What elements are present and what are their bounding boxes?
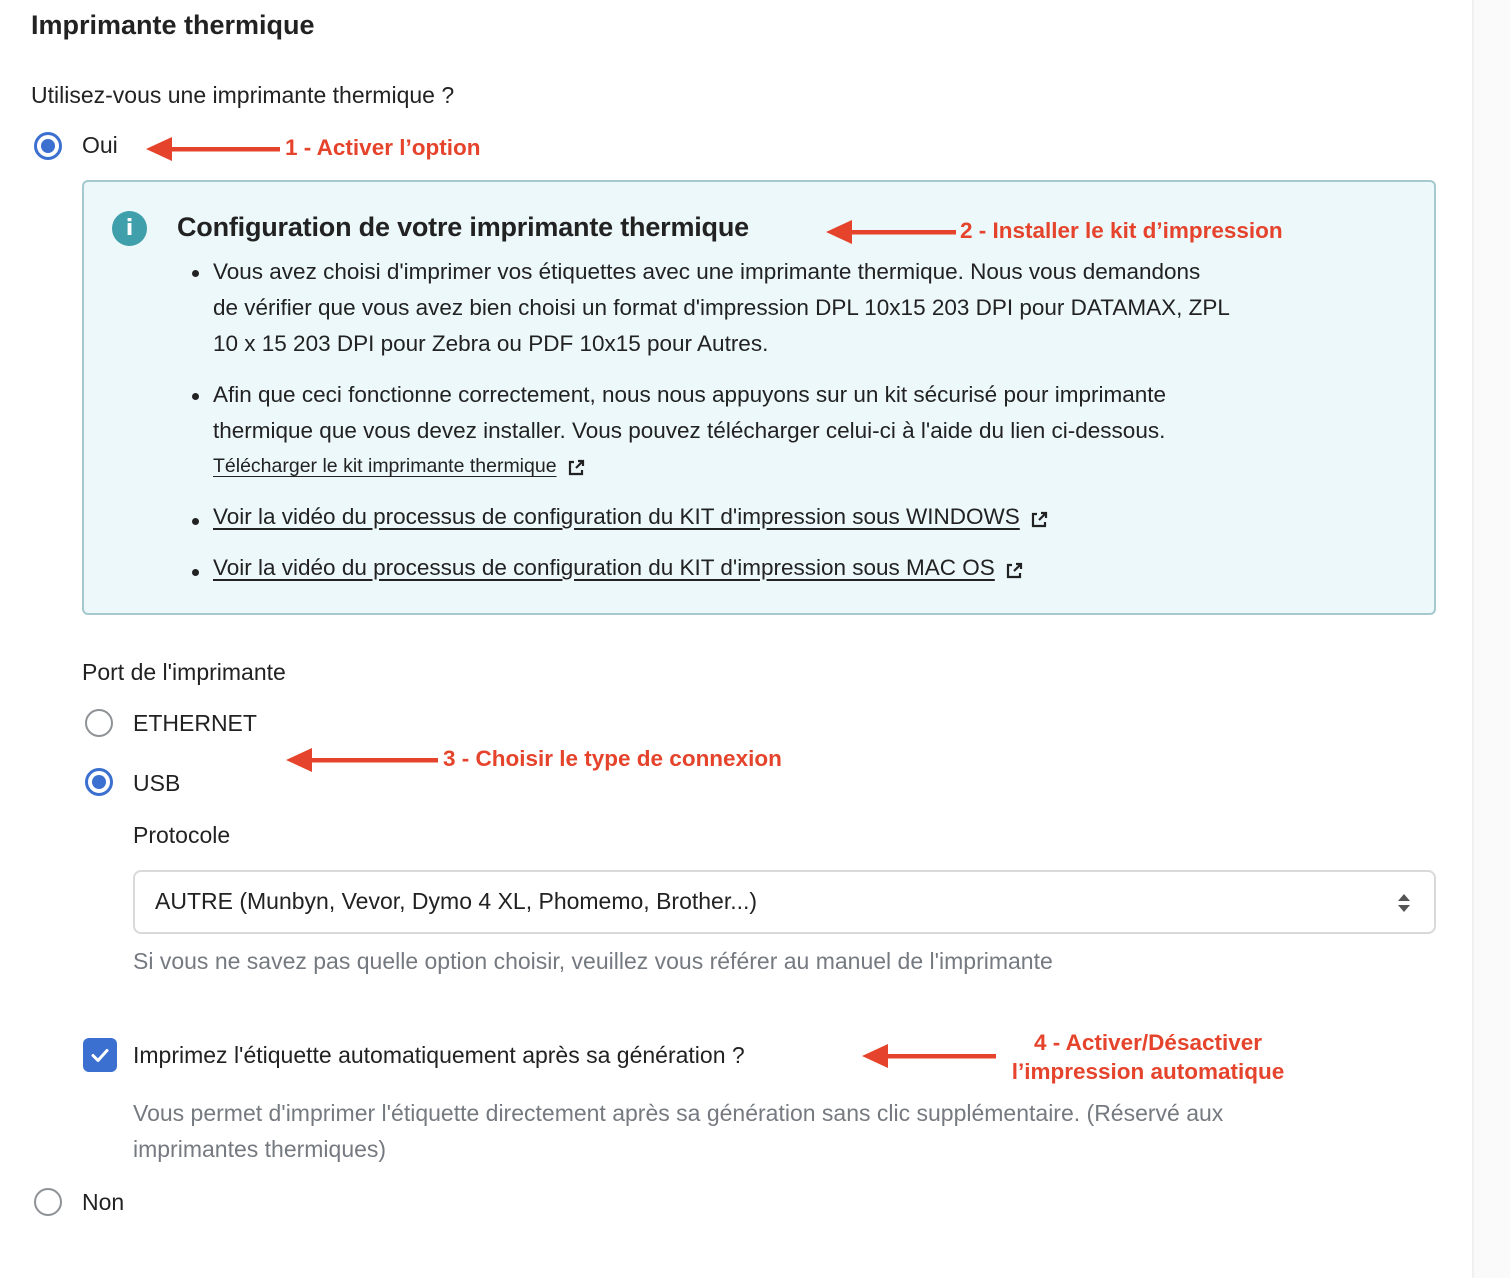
section-title: Imprimante thermique	[31, 10, 315, 40]
help-line: imprimantes thermiques)	[133, 1136, 387, 1162]
annotation-arrow-2	[826, 219, 956, 245]
video-windows-row	[213, 504, 1048, 530]
bullet	[192, 518, 199, 525]
bullet-line: 10 x 15 203 DPI pour Zebra ou PDF 10x15 pour Autres.	[213, 331, 769, 356]
help-line: Vous permet d'imprimer l'étiquette directement après sa génération sans clic supplémentaire. (Réservé aux	[133, 1100, 1224, 1126]
protocol-label: Protocole	[133, 822, 231, 848]
alert-bullet-kit	[213, 377, 1423, 449]
bullet-line: Afin que ceci fonctionne correctement, nous nous appuyons sur un kit sécurisé pour imprimante	[213, 382, 1167, 407]
annotation-step-4	[1000, 1030, 1296, 1085]
protocol-select-value[interactable]: AUTRE (Munbyn, Vevor, Dymo 4 XL, Phomemo, Brother...)	[155, 888, 758, 914]
external-link-icon	[1005, 562, 1023, 580]
video-mac-link[interactable]: Voir la vidéo du processus de configuration du KIT d'impression sous MAC OS	[213, 555, 995, 580]
check-icon	[83, 1038, 117, 1072]
external-link-icon	[1030, 511, 1048, 529]
thermal-printer-question: Utilisez-vous une imprimante thermique ?	[31, 82, 455, 108]
download-kit-row	[213, 455, 585, 478]
annotation-arrow-4	[862, 1043, 996, 1069]
annotation-arrow-3	[286, 747, 438, 773]
video-mac-row	[213, 555, 1023, 581]
radio-non[interactable]	[34, 1188, 62, 1216]
radio-non-label[interactable]: Non	[82, 1189, 125, 1215]
radio-usb[interactable]	[85, 768, 113, 796]
annotation-step-1: 1 - Activer l’option	[285, 135, 481, 160]
auto-print-label[interactable]: Imprimez l'étiquette automatiquement après sa génération ?	[133, 1042, 745, 1068]
bullet-line: Vous avez choisi d'imprimer vos étiquettes avec une imprimante thermique. Nous vous demandons	[213, 259, 1201, 284]
bullet-line: thermique que vous devez installer. Vous pouvez télécharger celui-ci à l'aide du lien ci-dessous.	[213, 418, 1166, 443]
radio-oui-label[interactable]: Oui	[82, 132, 118, 158]
bullet	[192, 569, 199, 576]
bullet	[192, 393, 199, 400]
right-gutter	[1472, 0, 1510, 1278]
port-label: Port de l'imprimante	[82, 659, 286, 685]
alert-bullet-format	[213, 254, 1423, 362]
download-kit-link[interactable]: Télécharger le kit imprimante thermique	[213, 455, 557, 477]
annotation-step-4-line: 4 - Activer/Désactiver	[1033, 1030, 1263, 1055]
auto-print-help	[133, 1095, 1223, 1167]
alert-title: Configuration de votre imprimante thermique	[177, 212, 749, 242]
radio-ethernet-label[interactable]: ETHERNET	[133, 710, 257, 736]
protocol-help: Si vous ne savez pas quelle option choisir, veuillez vous référer au manuel de l'imprimante	[133, 948, 1053, 974]
auto-print-checkbox[interactable]	[83, 1038, 117, 1072]
bullet	[192, 270, 199, 277]
info-icon: i	[112, 211, 147, 246]
annotation-step-4-line: l’impression automatique	[1011, 1059, 1285, 1084]
radio-oui[interactable]	[34, 132, 62, 160]
radio-usb-label[interactable]: USB	[133, 770, 181, 796]
external-link-icon	[567, 459, 585, 477]
bullet-line: de vérifier que vous avez bien choisi un format d'impression DPL 10x15 203 DPI pour DATAMAX, ZPL	[213, 295, 1230, 320]
annotation-step-2: 2 - Installer le kit d’impression	[960, 218, 1283, 243]
video-windows-link[interactable]: Voir la vidéo du processus de configuration du KIT d'impression sous WINDOWS	[213, 504, 1020, 529]
radio-ethernet[interactable]	[85, 709, 113, 737]
select-arrows-icon	[1396, 893, 1412, 913]
annotation-step-3: 3 - Choisir le type de connexion	[443, 746, 782, 771]
annotation-arrow-1	[146, 136, 280, 162]
